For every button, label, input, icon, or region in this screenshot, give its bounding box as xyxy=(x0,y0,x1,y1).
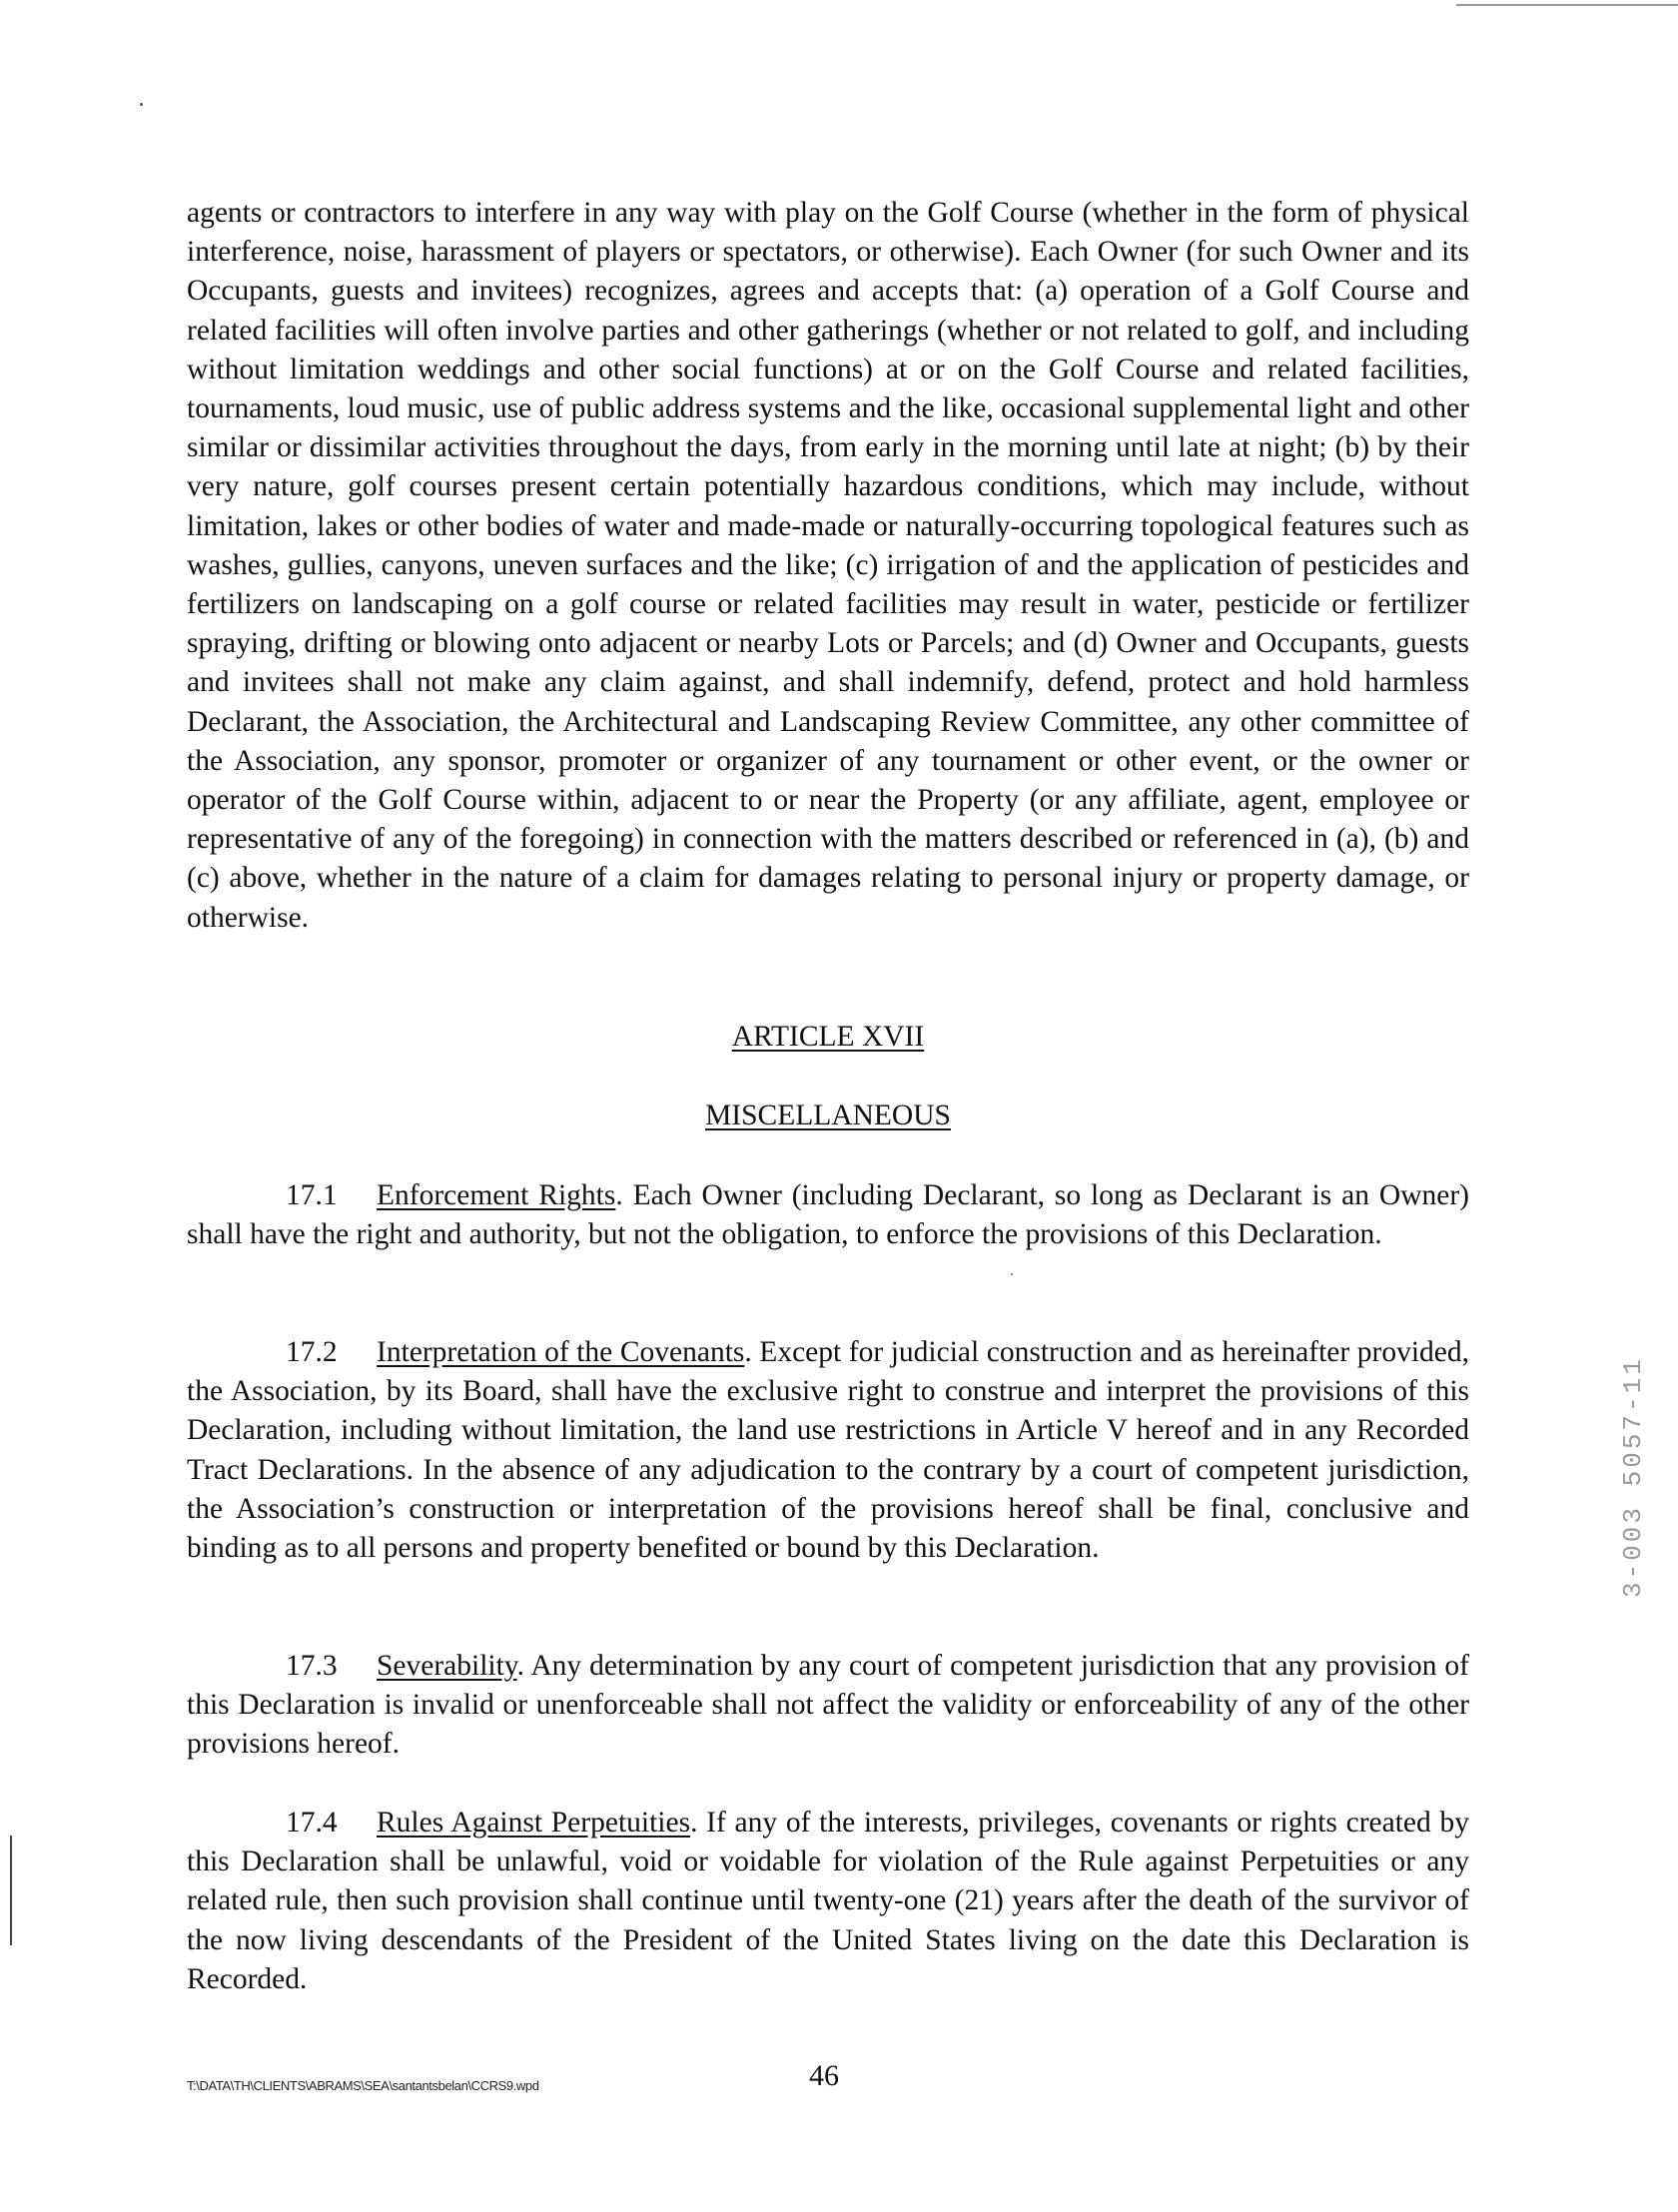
section-text: . If any of the interests, privileges, covenants or rights created by this Declaration shall be unlawful, void or voidable for violation of the Rule against Perpetuities or any related rule, then such provision shall continue until twenty-one (21) years after the death of the survivor of the now living descendants of the President of the United States living on the date this Declaration is Recorded. xyxy=(187,1807,1469,1995)
section-17-2 xyxy=(187,1333,1469,1568)
article-heading: ARTICLE XVII xyxy=(731,1021,925,1053)
left-margin-mark xyxy=(10,1836,12,1945)
article-title: MISCELLANEOUS xyxy=(705,1100,951,1131)
scan-speck xyxy=(140,103,143,106)
section-17-4 xyxy=(187,1804,1469,1999)
scan-speck xyxy=(1011,1273,1013,1275)
section-title: Interpretation of the Covenants xyxy=(377,1336,745,1368)
section-title: Enforcement Rights xyxy=(377,1179,616,1211)
section-number: 17.2 xyxy=(286,1336,338,1368)
section-title: Severability xyxy=(377,1650,517,1682)
intro-paragraph: agents or contractors to interfere in any way with play on the Golf Course (whether in the form of physical interference, noise, harassment of players or spectators, or otherwise). Each Owner (for such Owner and its Occupants, guests and invitees) recognizes, agrees and accepts that: (a) operation of a Golf Course and related facilities will often involve parties and other gatherings (whether or not related to golf, and including without limitation weddings and other social functions) at or on the Golf Course and related facilities, tournaments, loud music, use of public address systems and the like, occasional supplemental light and other similar or dissimilar activities throughout the days, from early in the morning until late at night; (b) by their very nature, golf courses present certain potentially hazardous conditions, which may include, without limitation, lakes or other bodies of water and made-made or naturally-occurring topological features such as washes, gullies, canyons, uneven surfaces and the like; (c) irrigation of and the application of pesticides and fertilizers on landscaping on a golf course or related facilities may result in water, pesticide or fertilizer spraying, drifting or blowing onto adjacent or nearby Lots or Parcels; and (d) Owner and Occupants, guests and invitees shall not make any claim against, and shall indemnify, defend, protect and hold harmless Declarant, the Association, the Architectural and Landscaping Review Committee, any other committee of the Association, any sponsor, promoter or organizer of any tournament or other event, or the owner or operator of the Golf Course within, adjacent to or near the Property (or any affiliate, agent, employee or representative of any of the foregoing) in connection with the matters described or referenced in (a), (b) and (c) above, whether in the nature of a claim for damages relating to personal injury or property damage, or otherwise. xyxy=(187,197,1469,934)
section-text: . Any determination by any court of competent jurisdiction that any provision of this Declaration is invalid or unenforceable shall not affect the validity or enforceability of any of the other provisions hereof. xyxy=(187,1650,1469,1761)
section-number: 17.3 xyxy=(286,1650,338,1682)
section-17-1 xyxy=(187,1176,1469,1254)
section-text: . Each Owner (including Declarant, so long as Declarant is an Owner) shall have the right and authority, but not the obligation, to enforce the provisions of this Declaration. xyxy=(187,1179,1469,1251)
section-number: 17.1 xyxy=(286,1179,338,1211)
page-number: 46 xyxy=(809,2059,839,2092)
footer-file-path: T:\DATA\TH\CLIENTS\ABRAMS\SEA\santantsbelan\CCRS9.wpd xyxy=(187,2078,539,2093)
section-title: Rules Against Perpetuities xyxy=(377,1807,691,1839)
top-edge-rule xyxy=(1456,4,1678,6)
section-number: 17.4 xyxy=(286,1807,338,1839)
section-17-3 xyxy=(187,1647,1469,1765)
side-recording-stamp: 3-003 5057-11 xyxy=(1618,1356,1648,1598)
section-text: . Except for judicial construction and as hereinafter provided, the Association, by its Board, shall have the exclusive right to construe and interpret the provisions of this Declaration, including without limitation, the land use restrictions in Article V hereof and in any Recorded Tract Declarations. In the absence of any adjudication to the contrary by a court of competent jurisdiction, the Association’s construction or interpretation of the provisions hereof shall be final, conclusive and binding as to all persons and property benefited or bound by this Declaration. xyxy=(187,1336,1469,1565)
